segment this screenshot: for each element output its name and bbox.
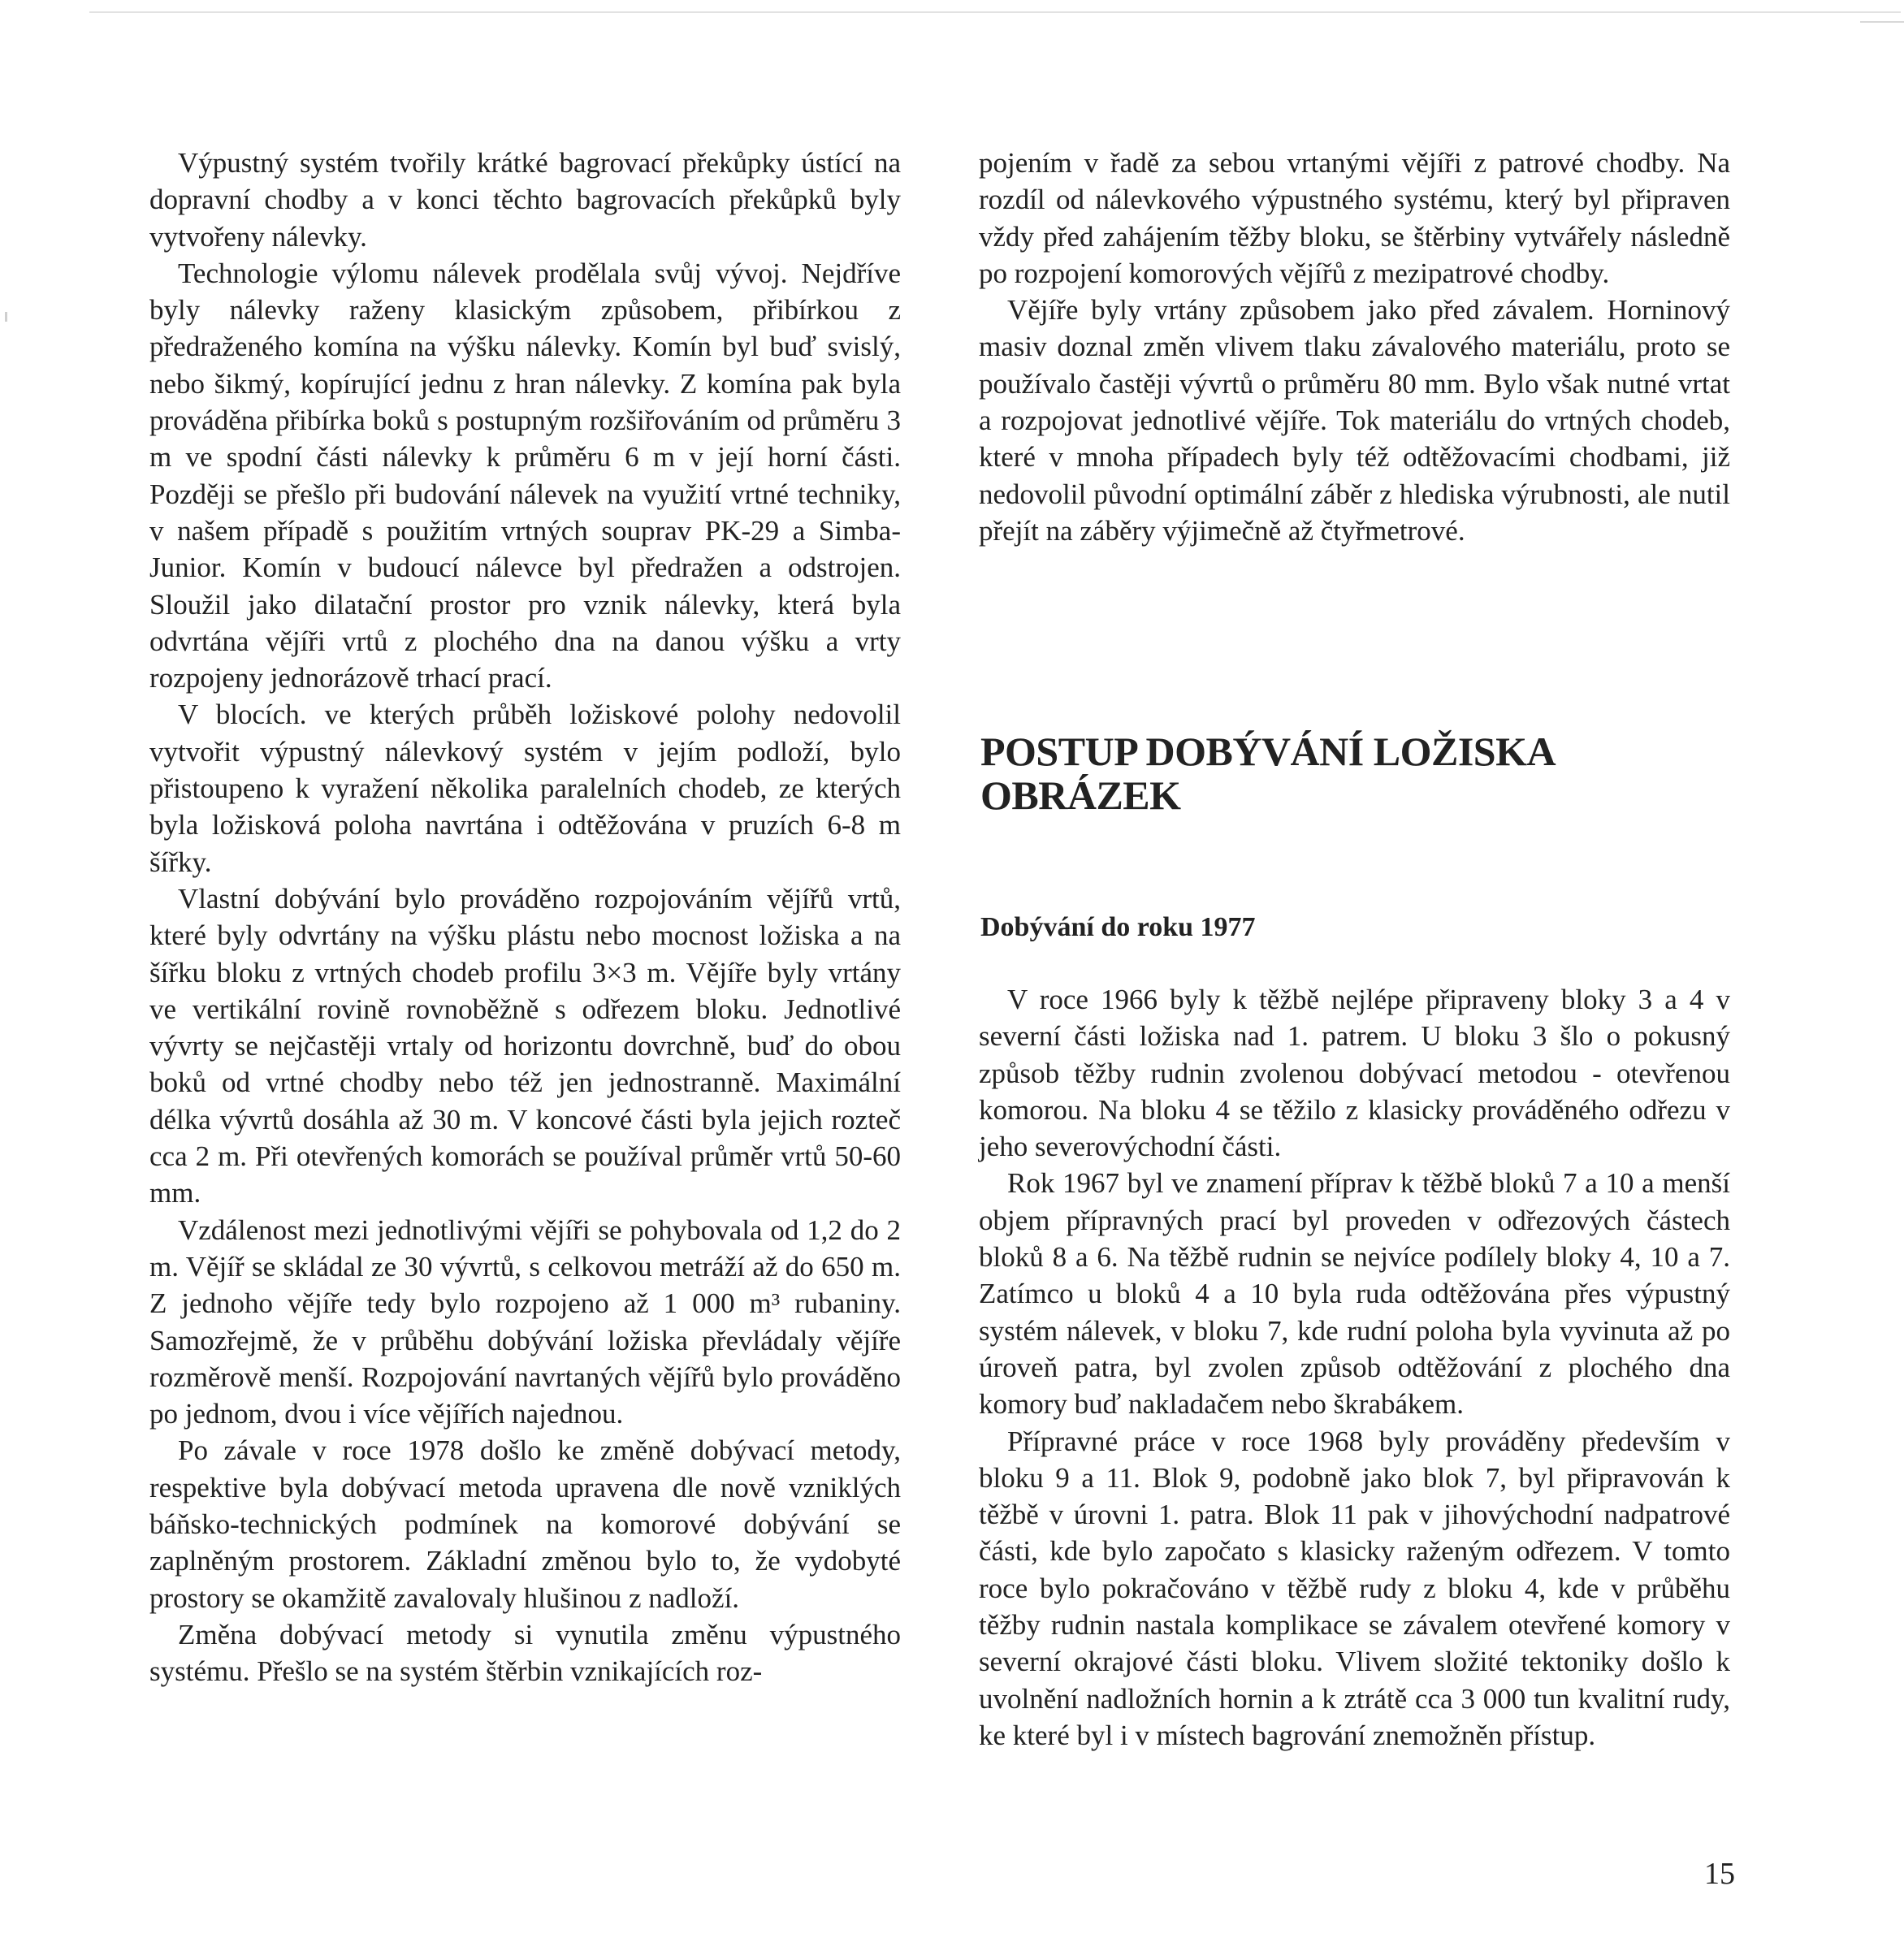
paragraph: Změna dobývací metody si vynutila změnu výpustného systému. Přešlo se na systém štěrbin vznikajících roz-	[149, 1618, 901, 1688]
margin-mark	[5, 312, 7, 322]
right-column-bottom	[979, 981, 1730, 1754]
paragraph: Přípravné práce v roce 1968 byly prováděny především v bloku 9 a 11. Blok 9, podobně jako blok 7, byl připravován k těžbě v úrovni 1. patra. Blok 11 pak v jihovýchodní nadpatrové části, kde bylo započato s klasicky raženým odřezem. V tomto roce bylo pokračováno v těžbě rudy z bloku 4, kde v průběhu těžby rudnin nastala komplikace se závalem otevřené komory v severní okrajové části bloku. Vlivem složité tektoniky došlo k uvolnění nadložních hornin a k ztrátě cca 3 000 tun kvalitní rudy, ke které byl i v místech bagrování znemožněn přístup.	[979, 1425, 1730, 1751]
paragraph: Výpustný systém tvořily krátké bagrovací překůpky ústící na dopravní chodby a v konci těchto bagrovacích překůpků byly vytvořeny nálevky.	[149, 147, 901, 253]
paragraph: V blocích. ve kterých průběh ložiskové polohy nedovolil vytvořit výpustný nálevkový systém v jejím podloží, bylo přistoupeno k vyražení několika paralelních chodeb, ze kterých byla ložisková poloha navrtána i odtěžována v pruzích 6-8 m šířky.	[149, 699, 901, 878]
paragraph: V roce 1966 byly k těžbě nejlépe připraveny bloky 3 a 4 v severní části ložiska nad 1. patrem. U bloku 3 šlo o pokusný způsob těžby rudnin zvolenou dobývací metodou - otevřenou komorou. Na bloku 4 se těžilo z klasicky prováděného odřezu v jeho severovýchodní části.	[979, 984, 1730, 1163]
paragraph: pojením v řadě za sebou vrtanými vějíři z patrové chodby. Na rozdíl od nálevkového výpustného systému, který byl připraven vždy před zahájením těžby bloku, se štěrbiny vytvářely následně po rozpojení komorových vějířů z mezipatrové chodby.	[979, 147, 1730, 289]
paragraph: Technologie výlomu nálevek prodělala svůj vývoj. Nejdříve byly nálevky raženy klasickým způsobem, přibírkou z předraženého komína na výšku nálevky. Komín byl buď svislý, nebo šikmý, kopírující jednu z hran nálevky. Z komína pak byla prováděna přibírka boků s postupným rozšiřováním od průměru 3 m ve spodní části nálevky k průměru 6 m v její horní části. Později se přešlo při budování nálevek na využití vrtné techniky, v našem případě s použitím vrtných souprav PK-29 a Simba-Junior. Komín v budoucí nálevce byl předražen a odstrojen. Sloužil jako dilatační prostor pro vznik nálevky, která byla odvrtána vějíři vrtů z plochého dna na danou výšku a vrty rozpojeny jednorázově trhací prací.	[149, 257, 901, 694]
paragraph: Vzdálenost mezi jednotlivými vějíři se pohybovala od 1,2 do 2 m. Vějíř se skládal ze 30 vývrtů, s celkovou metráží až do 650 m. Z jednoho vějíře tedy bylo rozpojeno až 1 000 m³ rubaniny. Samozřejmě, že v průběhu dobývání ložiska převládaly vějíře rozměrově menší. Rozpojování navrtaných vějířů bylo prováděno po jednom, dvou i více vějířích najednou.	[149, 1213, 901, 1430]
paragraph: Vějíře byly vrtány způsobem jako před závalem. Horninový masiv doznal změn vlivem tlaku závalového materiálu, proto se používalo častěji vývrtů o průměru 80 mm. Bylo však nutné vrtat a rozpojovat jednotlivé vějíře. Tok materiálu do vrtných chodeb, které v mnoha případech byly též odtěžovacími chodbami, již nedovolil původní optimální záběr z hlediska výrubnosti, ale nutil přejít na záběry výjimečně až čtyřmetrové.	[979, 294, 1730, 547]
paragraph: Vlastní dobývání bylo prováděno rozpojováním vějířů vrtů, které byly odvrtány na výšku plástu nebo mocnost ložiska a na šířku bloku z vrtných chodeb profilu 3×3 m. Vějíře byly vrtány ve vertikální rovině rovnoběžně s odřezem bloku. Jednotlivé vývrty se nejčastěji vrtaly od horizontu dovrchně, buď do obou boků od vrtné chodby nebo též jen jednostranně. Maximální délka vývrtů dosáhla až 30 m. V koncové části byla jejich rozteč cca 2 m. Při otevřených komorách se používal průměr vrtů 50-60 mm.	[149, 882, 901, 1209]
top-edge-line	[89, 11, 1901, 13]
paragraph: Po závale v roce 1978 došlo ke změně dobývací metody, respektive byla dobývací metoda upravena dle nově vzniklých báňsko-technických podmínek na komorové dobývání se zaplněným prostorem. Základní změnou bylo to, že vydobyté prostory se okamžitě zavalovaly hlušinou z nadloží.	[149, 1434, 901, 1614]
section-heading: POSTUP DOBÝVÁNÍ LOŽISKA OBRÁZEK	[980, 729, 1556, 818]
page-number: 15	[1704, 1857, 1735, 1891]
left-column	[149, 145, 901, 1689]
sub-heading: Dobývání do roku 1977	[980, 912, 1256, 942]
right-column-top	[979, 145, 1730, 549]
top-edge-line-right	[1860, 21, 1904, 23]
paragraph: Rok 1967 byl ve znamení příprav k těžbě bloků 7 a 10 a menší objem přípravných prací byl proveden v odřezových částech bloků 8 a 6. Na těžbě rudnin se nejvíce podílely bloky 4, 10 a 7. Zatímco u bloků 4 a 10 byla ruda odtěžována přes výpustný systém nálevek, v bloku 7, kde rudní poloha byla vyvinuta až po úroveň patra, byl zvolen způsob odtěžování z plochého dna komory buď nakladačem nebo škrabákem.	[979, 1167, 1730, 1421]
